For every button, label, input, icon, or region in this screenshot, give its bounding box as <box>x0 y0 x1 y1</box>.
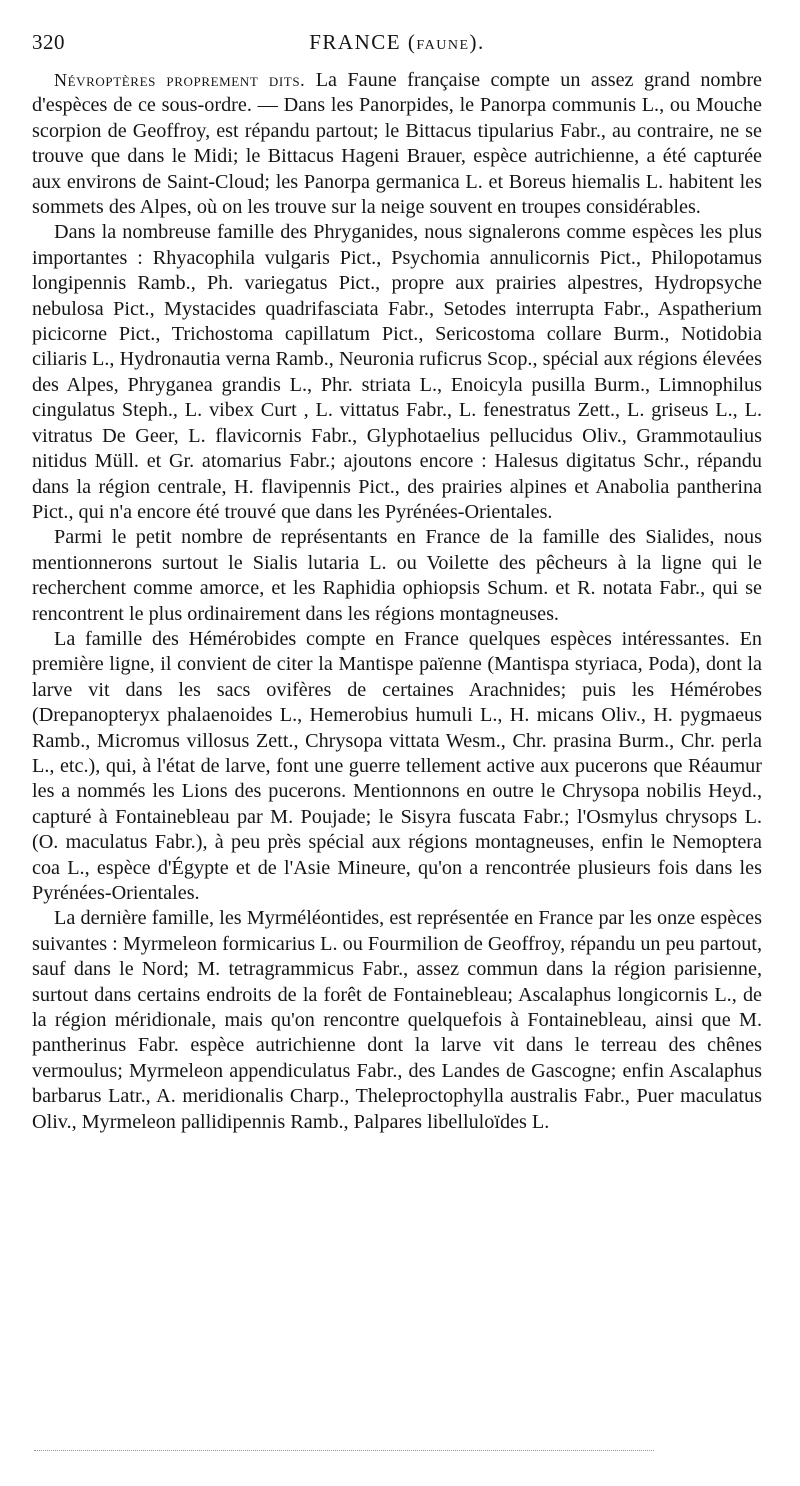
paragraph-text: La dernière famille, les Myrméléontides, est représentée en France par les onze espèces suivantes : Myrmeleon formicarius L. ou Fourmilion de Geoffroy, répandu un peu partout, sauf dans le Nord; M. tetragrammicus Fabr., assez commun dans la région parisienne, surtout dans certains endroits de la forêt de Fontainebleau; Ascalaphus longicornis L., de la région méridionale, mais qu'on rencontre quelquefois à Fontainebleau, ainsi que M. pantherinus Fabr. espèce autrichienne dont la larve vit dans le terreau des chênes vermoulus; Myrmeleon appendiculatus Fabr., des Landes de Gascogne; enfin Ascalaphus barbarus Latr., A. meridionalis Charp., Theleproctophylla australis Fabr., Puer maculatus Oliv., Myrmeleon pallidipennis Ramb., Palpares libelluloïdes L. <box>32 907 762 1133</box>
paragraph-myrmeleontides <box>32 906 762 1135</box>
paragraph-text: La Faune française compte un assez grand nombre d'espèces de ce sous-ordre. — Dans les Panorpides, le Panorpa communis L., ou Mouche scorpion de Geoffroy, est répandu partout; le Bittacus tipularius Fabr., au contraire, ne se trouve que dans le Midi; le Bittacus Hageni Brauer, espèce autrichienne, a été capturée aux environs de Saint-Cloud; les Panorpa germanica L. et Boreus hiemalis L. habitent les sommets des Alpes, où on les trouve sur la neige souvent en troupes considérables. <box>32 69 763 219</box>
page-number: 320 <box>32 30 65 54</box>
running-title-main: FRANCE ( <box>309 30 417 54</box>
footer-dotted-rule <box>34 1450 654 1451</box>
paragraph-text: Parmi le petit nombre de représentants en France de la famille des Sialides, nous mentionnerons surtout le Sialis lutaria L. ou Voilette des pêcheurs à la ligne qui le recherchent comme amorce, et les Raphidia ophiopsis Schum. et R. notata Fabr., qui se rencontrent le plus ordinairement dans les régions montagneuses. <box>32 526 762 625</box>
paragraph-phryganides <box>32 220 762 525</box>
paragraph-text: La famille des Hémérobides compte en France quelques espèces intéressantes. En première ligne, il convient de citer la Mantispe païenne (Mantispa styriaca, Poda), dont la larve vit dans les sacs ovifères de certaines Arachnides; puis les Hémérobes (Drepanopteryx phalaenoides L., Hemerobius humuli L., H. micans Oliv., H. pygmaeus Ramb., Micromus villosus Zett., Chrysopa vittata Wesm., Chr. prasina Burm., Chr. perla L., etc.), qui, à l'état de larve, font une guerre tellement active aux pucerons que Réaumur les a nommés les Lions des pucerons. Mentionnons en outre le Chrysopa nobilis Heyd., capturé à Fontainebleau par M. Poujade; le Sisyra fuscata Fabr.; l'Osmylus chrysops L. (O. maculatus Fabr.), à peu près spécial aux régions montagneuses, enfin le Nemoptera coa L., espèce d'Égypte et de l'Asie Mineure, qu'on a rencontrée plusieurs fois dans les Pyrénées-Orientales. <box>32 627 762 904</box>
paragraph-hemerobides <box>32 627 762 906</box>
running-title-smallcaps: FAUNE <box>416 38 470 53</box>
paragraph-nevropteres <box>32 68 762 220</box>
paragraph-lead-smallcaps: Névroptères proprement dits. <box>54 70 306 90</box>
paragraph-text: Dans la nombreuse famille des Phryganides, nous signalerons comme espèces les plus importantes : Rhyacophila vulgaris Pict., Psychomia annulicornis Pict., Philopotamus longipennis Ramb., Ph. variegatus Pict., propre aux prairies alpestres, Hydropsyche nebulosa Pict., Mystacides quadrifasciata Fabr., Setodes interrupta Fabr., Aspatherium picicorne Pict., Trichostoma capillatum Pict., Sericostoma collare Burm., Notidobia ciliaris L., Hydronautia verna Ramb., Neuronia ruficrus Scop., spécial aux régions élevées des Alpes, Phryganea grandis L., Phr. striata L., Enoicyla pusilla Burm., Limnophilus cingulatus Steph., L. vibex Curt , L. vittatus Fabr., L. fenestratus Zett., L. griseus L., L. vitratus De Geer, L. flavicornis Fabr., Glyphotaelius pellucidus Oliv., Grammotaulius nitidus Müll. et Gr. atomarius Fabr.; ajoutons encore : Halesus digitatus Schr., répandu dans la région centrale, H. flavipennis Pict., des prairies alpines et Anabolia pantherina Pict., qui n'a encore été trouvé que dans les Pyrénées-Orientales. <box>32 221 762 523</box>
running-title-end: ). <box>469 30 485 54</box>
paragraph-sialides <box>32 525 762 627</box>
page-header <box>32 30 762 64</box>
running-title <box>32 30 762 55</box>
body-text <box>32 68 762 1135</box>
